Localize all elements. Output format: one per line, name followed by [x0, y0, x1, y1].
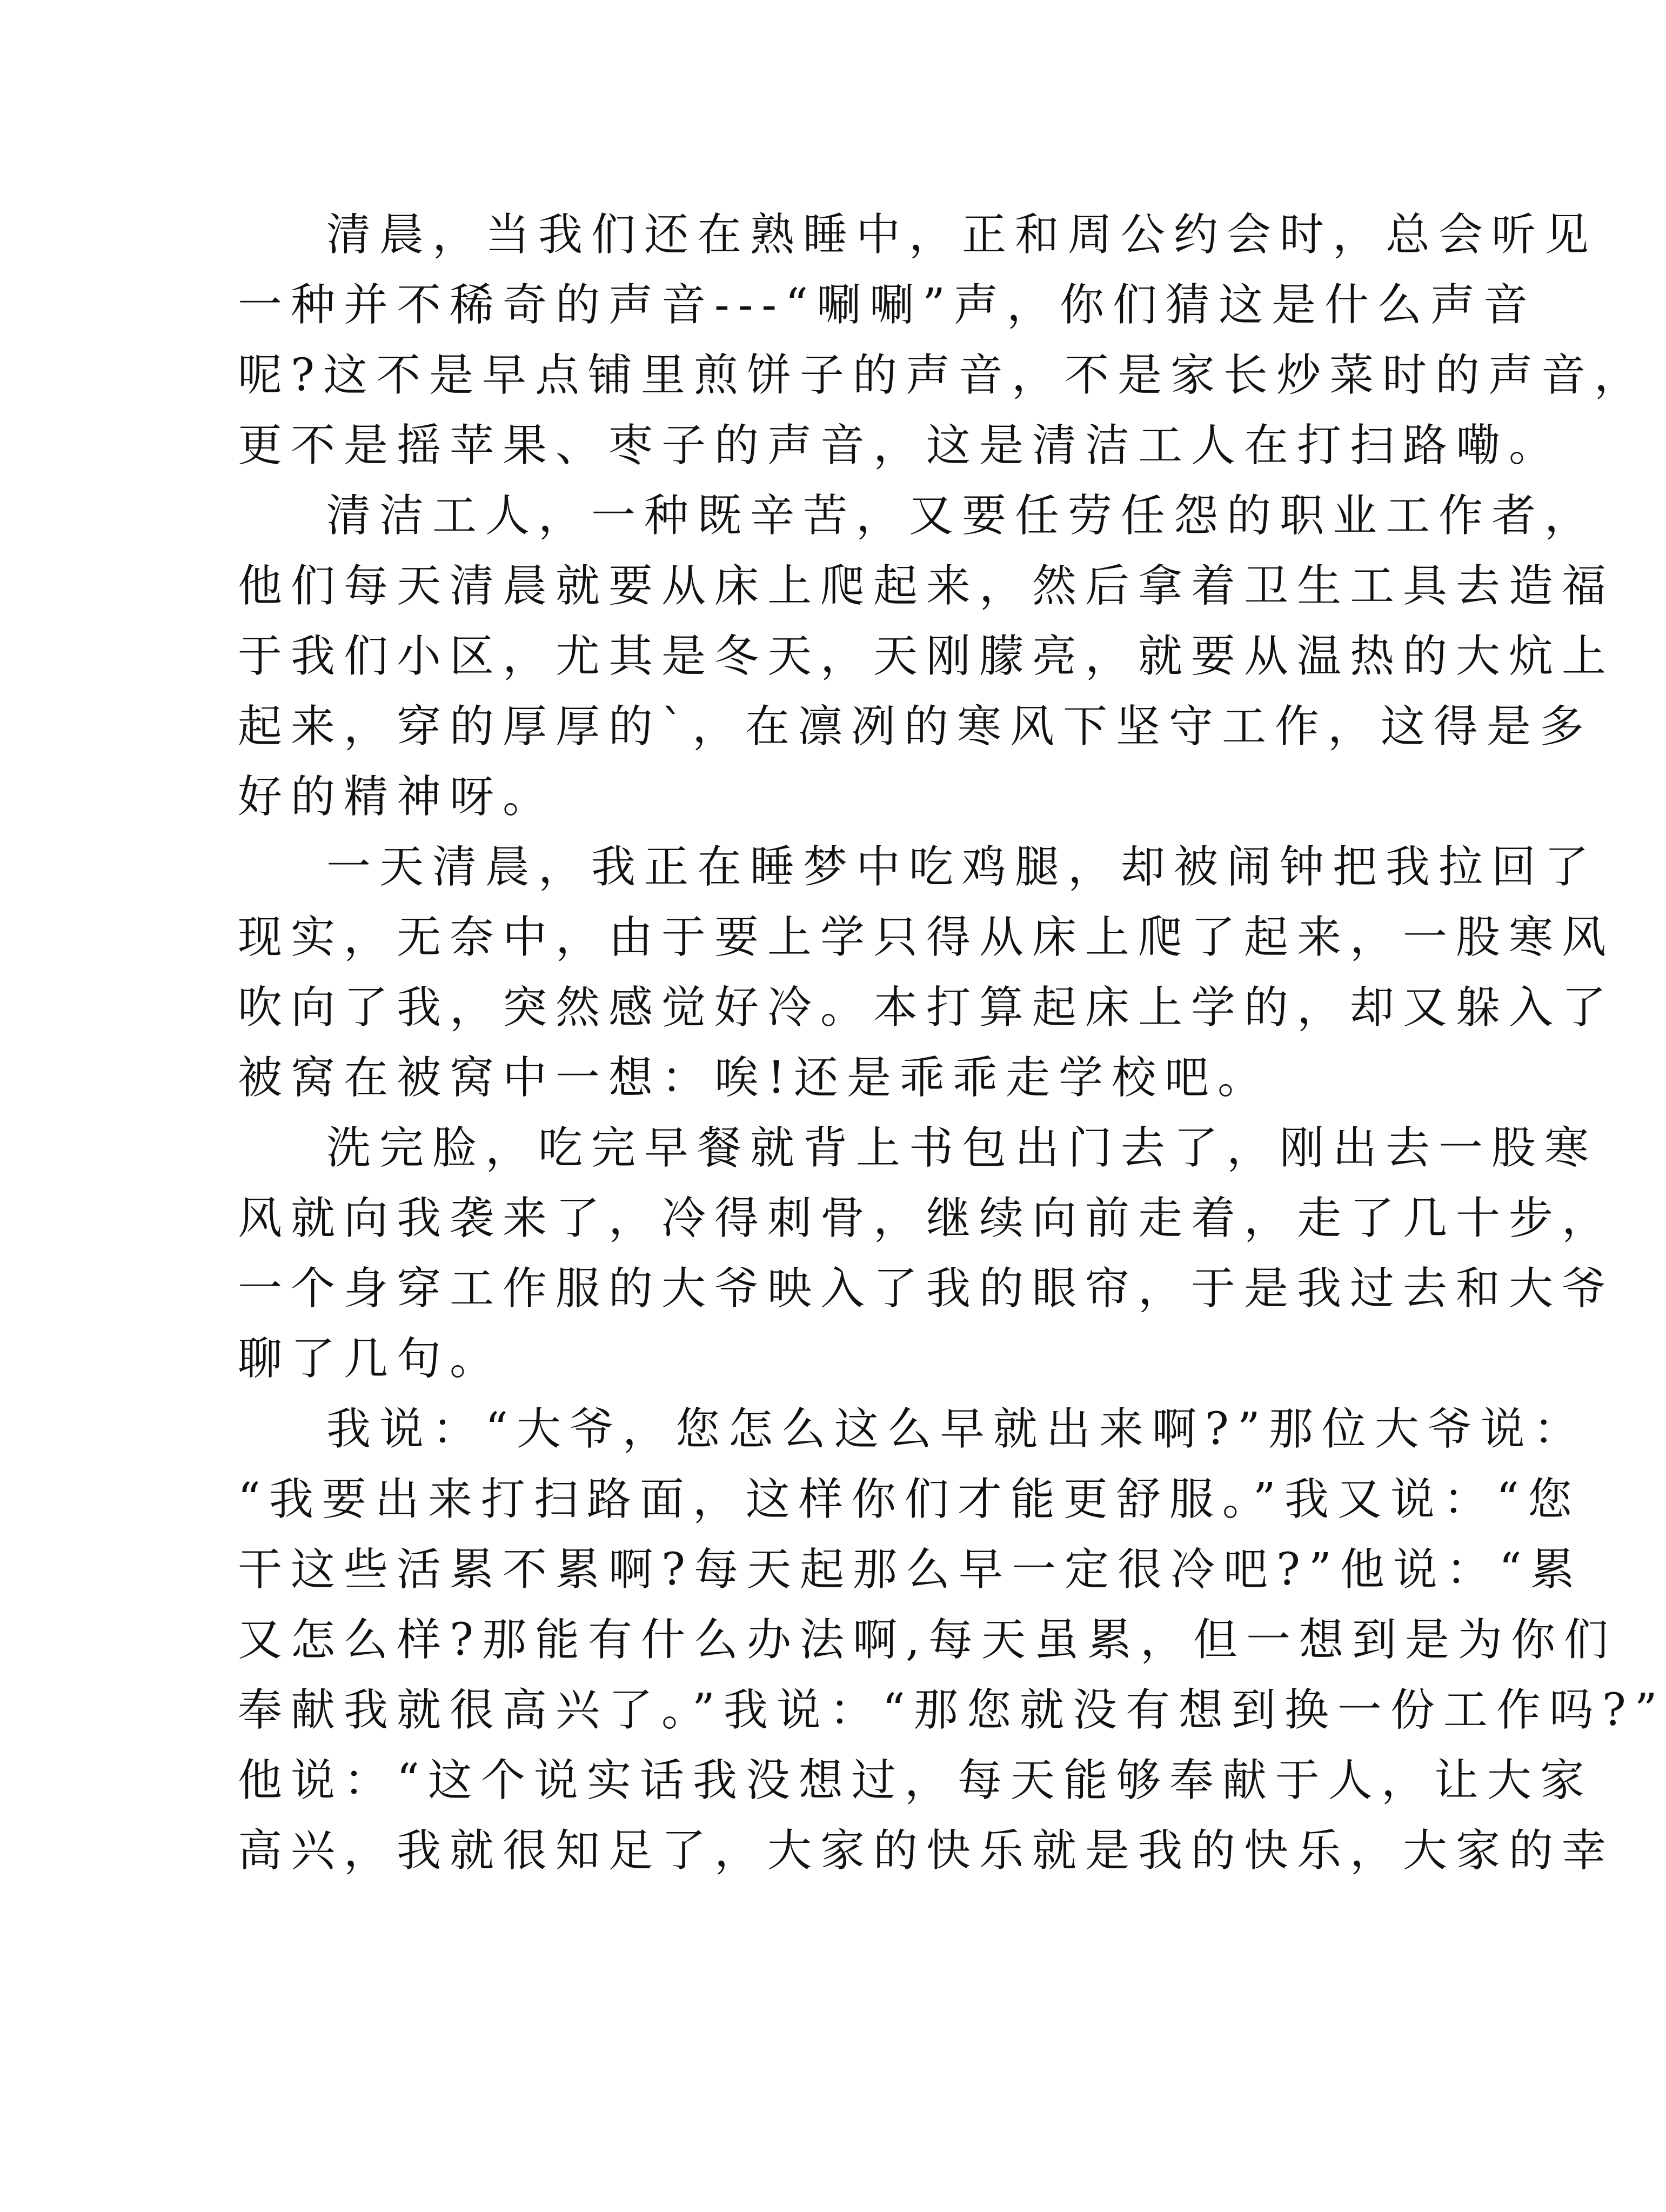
- paragraph-1: [238, 200, 1647, 481]
- paragraph-4: [238, 1113, 1615, 1394]
- paragraph-5: [238, 1394, 1666, 1886]
- text-line: 于我们小区，尤其是冬天，天刚朦亮，就要从温热的大炕上: [238, 631, 1615, 682]
- text-line: 现实，无奈中，由于要上学只得从床上爬了起来，一股寒风: [238, 912, 1615, 963]
- text-line: 一种并不稀奇的声音---“唰唰”声，你们猜这是什么声音: [238, 279, 1536, 331]
- text-line: 干这些活累不累啊?每天起那么早一定很冷吧?”他说：“累: [238, 1544, 1583, 1595]
- text-line: 一天清晨，我正在睡梦中吃鸡腿，却被闹钟把我拉回了: [326, 841, 1598, 893]
- text-line: “我要出来打扫路面，这样你们才能更舒服。”我又说：“您: [238, 1474, 1581, 1525]
- text-line: 聊了几句。: [238, 1333, 503, 1385]
- essay-body: [238, 200, 1666, 1886]
- paragraph-3: [238, 832, 1615, 1113]
- text-line: 起来，穿的厚厚的`，在凛冽的寒风下坚守工作，这得是多: [238, 701, 1593, 752]
- text-line: 吹向了我，突然感觉好冷。本打算起床上学的，却又躲入了: [238, 982, 1615, 1033]
- text-line: 清洁工人，一种既辛苦，又要任劳任怨的职业工作者，: [326, 490, 1598, 542]
- text-line: 又怎么样?那能有什么办法啊,每天虽累，但一想到是为你们: [238, 1614, 1617, 1666]
- text-line: 清晨，当我们还在熟睡中，正和周公约会时，总会听见: [326, 209, 1598, 260]
- text-line: 奉献我就很高兴了。”我说：“那您就没有想到换一份工作吗?”: [238, 1685, 1666, 1736]
- text-line: 更不是摇苹果、枣子的声音，这是清洁工人在打扫路嘞。: [238, 420, 1562, 471]
- text-line: 好的精神呀。: [238, 771, 556, 823]
- paragraph-2: [238, 481, 1615, 832]
- text-line: 呢?这不是早点铺里煎饼子的声音，不是家长炒菜时的声音，: [238, 350, 1647, 401]
- text-line: 高兴，我就很知足了，大家的快乐就是我的快乐，大家的幸: [238, 1825, 1615, 1876]
- text-line: 他们每天清晨就要从床上爬起来，然后拿着卫生工具去造福: [238, 560, 1615, 612]
- text-line: 被窝在被窝中一想：唉!还是乖乖走学校吧。: [238, 1052, 1270, 1104]
- text-line: 我说：“大爷，您怎么这么早就出来啊?”那位大爷说：: [326, 1404, 1587, 1455]
- text-line: 风就向我袭来了，冷得刺骨，继续向前走着，走了几十步，: [238, 1193, 1615, 1244]
- text-line: 一个身穿工作服的大爷映入了我的眼帘，于是我过去和大爷: [238, 1263, 1615, 1314]
- text-line: 洗完脸，吃完早餐就背上书包出门去了，刚出去一股寒: [326, 1122, 1598, 1174]
- text-line: 他说：“这个说实话我没想过，每天能够奉献于人，让大家: [238, 1755, 1593, 1806]
